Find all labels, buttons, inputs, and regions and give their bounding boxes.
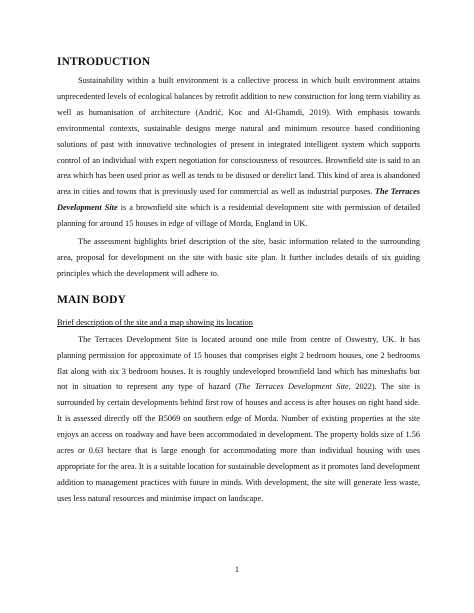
site-description-subheading: Brief description of the site and a map showing its location xyxy=(57,317,253,327)
main-body-paragraph-1 xyxy=(57,332,420,507)
introduction-paragraph-2: The assessment highlights brief description of the site, basic information related to the surrounding area, proposal for development on the site with basic site plan. It further includes details of six guiding principles which the development will adhere to. xyxy=(57,237,420,278)
introduction-heading: INTRODUCTION xyxy=(57,56,151,68)
main-body-paragraph-1-text-b: , 2022). The site is surrounded by certain developments behind first row of houses and access is after houses on right hand side. It is assessed directly off the B5069 on southern edge of Morda. Number of existing properties at the site enjoys an access on roadway and have been accommodated in development. The property holds size of 1.56 acres or 0.63 hectare that is large enough for accommodating more than individual housing with uses appropriate for the area. It is a suitable location for sustainable development as it promotes land development addition to management practices with future in minds. With development, the site will generate less waste, uses less natural resources and minimise impact on landscape. xyxy=(57,382,420,503)
page-number: 1 xyxy=(234,565,240,574)
introduction-paragraph-1-text: Sustainability within a built environment is a collective process in which built environment attains unprecedented levels of ecological balances by retrofit addition to new construction for long term viability as well as humanisation of architecture (Andrić, Koc and Al-Ghamdi, 2019). With emphasis towards environmental contexts, sustainable designs merge natural and minimum resource based conditioning solutions of past with innovative technologies of present in integrated intelligent system which supports control of an individual with expert negotiation for consciousness of resources. Brownfield site is said to an area which has been used prior as well as tends to be disused or derelict land. This kind of area is abandoned area in cities and towns that is previously used for commercial as well as industrial purposes. xyxy=(57,76,420,197)
citation-italic: The Terraces Development Site xyxy=(237,382,349,392)
introduction-paragraph-1-tail: is a brownfield site which is a residential development site with permission of detailed planning for around 15 houses in edge of village of Morda, England in UK. xyxy=(57,203,420,229)
main-body-paragraph-1-text-a: The Terraces Development Site is located around one mile from centre of Oswestry, UK. It has planning permission for approximate of 15 houses that comprises eight 2 bedroom houses, one 2 bedrooms flat along with six 3 bedroom houses. It is roughly undeveloped brownfield land which has mineshafts but not in situation to represent any type of hazard ( xyxy=(57,334,420,392)
introduction-paragraph-1 xyxy=(57,73,420,232)
site-name-emphasis: The Terraces Development Site xyxy=(57,187,420,213)
page-content xyxy=(57,56,420,507)
main-body-heading: MAIN BODY xyxy=(57,293,126,306)
